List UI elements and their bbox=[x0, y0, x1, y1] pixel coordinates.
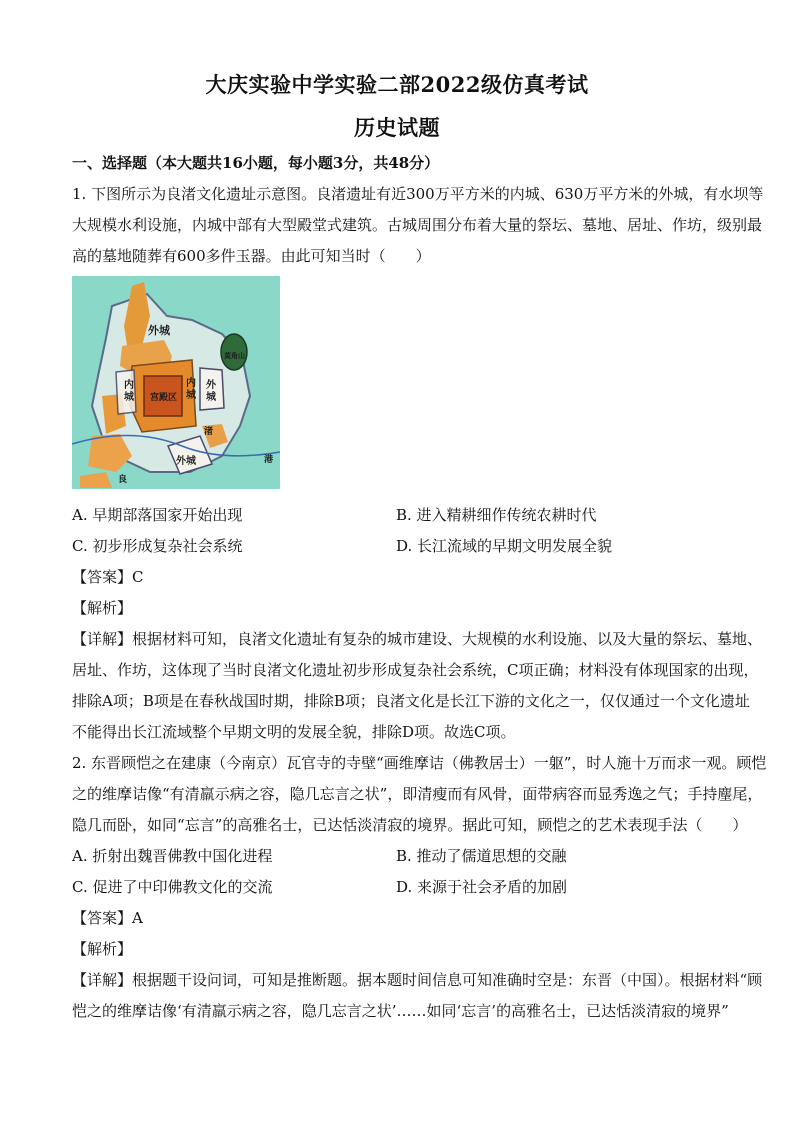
q2-option-a: A. 折射出魏晋佛教中国化进程 bbox=[72, 847, 273, 865]
q1-option-b: B. 进入精耕细作传统农耕时代 bbox=[396, 506, 597, 524]
q1-option-a: A. 早期部落国家开始出现 bbox=[72, 506, 243, 524]
q2-stem-line: 2. 东晋顾恺之在建康（今南京）瓦官寺的寺壁“画维摩诘（佛教居士）一躯”，时人施十万而求一观。顾恺 bbox=[72, 754, 767, 772]
q2-analysis-label: 【解析】 bbox=[72, 940, 133, 958]
q1-stem-line: 大规模水利设施，内城中部有大型殿堂式建筑。古城周围分布着大量的祭坛、墓地、居址、作坊，级别最 bbox=[72, 216, 763, 234]
map-label-river-3: 港 bbox=[264, 455, 274, 465]
q2-option-b: B. 推动了儒道思想的交融 bbox=[396, 847, 567, 865]
q1-detail-line: 居址、作坊，这体现了当时良渚文化遗址初步形成复杂社会系统，C项正确；材料没有体现国家的出现， bbox=[72, 661, 759, 679]
map-label-river-2: 渚 bbox=[204, 427, 214, 437]
q2-detail-line: 【详解】根据题干设问词，可知是推断题。据本题时间信息可知准确时空是：东晋（中国）。根据材料“顾 bbox=[72, 971, 763, 989]
q1-detail-line: 排除A项；B项是在春秋战国时期，排除B项；良渚文化是长江下游的文化之一，仅仅通过一个文化遗址 bbox=[72, 692, 750, 710]
map-label-outer-city-east: 外城 bbox=[206, 380, 216, 403]
map-label-inner-city-west: 内城 bbox=[124, 380, 134, 403]
map-label-inner-city-east: 内城 bbox=[186, 378, 196, 401]
map-label-palace: 宫殿区 bbox=[150, 393, 178, 403]
q1-stem-line: 高的墓地随葬有600多件玉器。由此可知当时（ ） bbox=[72, 247, 431, 265]
map-label-river-1: 良 bbox=[118, 475, 128, 485]
exam-title: 大庆实验中学实验二部2022级仿真考试 bbox=[205, 72, 589, 97]
q1-detail-line: 【详解】根据材料可知，良渚文化遗址有复杂的城市建设、大规模的水利设施、以及大量的祭坛、墓地、 bbox=[72, 630, 763, 648]
map-label-outer-city-north: 外城 bbox=[148, 324, 170, 337]
q1-analysis-label: 【解析】 bbox=[72, 599, 133, 617]
q2-stem-line: 之的维摩诘像“有清羸示病之容，隐几忘言之状”，即清瘦而有风骨，面带病容而显秀逸之气；手持麈尾， bbox=[72, 785, 763, 803]
q2-detail-line: 恺之的维摩诘像‘有清羸示病之容，隐几忘言之状’……如同‘忘言’的高雅名士，已达恬淡清寂的境界” bbox=[72, 1002, 729, 1020]
q1-stem-line: 1. 下图所示为良渚文化遗址示意图。良渚遗址有近300万平方米的内城、630万平方米的外城，有水坝等 bbox=[72, 185, 764, 203]
section-heading: 一、选择题（本大题共16小题，每小题3分，共48分） bbox=[72, 154, 440, 172]
map-label-outer-city-south: 外城 bbox=[176, 456, 196, 467]
q1-option-c: C. 初步形成复杂社会系统 bbox=[72, 537, 243, 555]
q2-option-d: D. 来源于社会矛盾的加剧 bbox=[396, 878, 568, 896]
q1-detail-line: 不能得出长江流域整个早期文明的发展全貌，排除D项。故选C项。 bbox=[72, 723, 516, 741]
q1-option-d: D. 长江流域的早期文明发展全貌 bbox=[396, 537, 613, 555]
subject-title: 历史试题 bbox=[354, 115, 440, 140]
q2-stem-line: 隐几而卧，如同“忘言”的高雅名士，已达恬淡清寂的境界。据此可知，顾恺之的艺术表现手法（ ） bbox=[72, 816, 748, 834]
q1-answer: 【答案】C bbox=[72, 568, 144, 586]
q2-option-c: C. 促进了中印佛教文化的交流 bbox=[72, 878, 273, 896]
map-label-mojiaoshan: 莫角山 bbox=[224, 352, 245, 360]
q2-answer: 【答案】A bbox=[72, 909, 143, 927]
liangzhu-site-map bbox=[72, 276, 280, 489]
